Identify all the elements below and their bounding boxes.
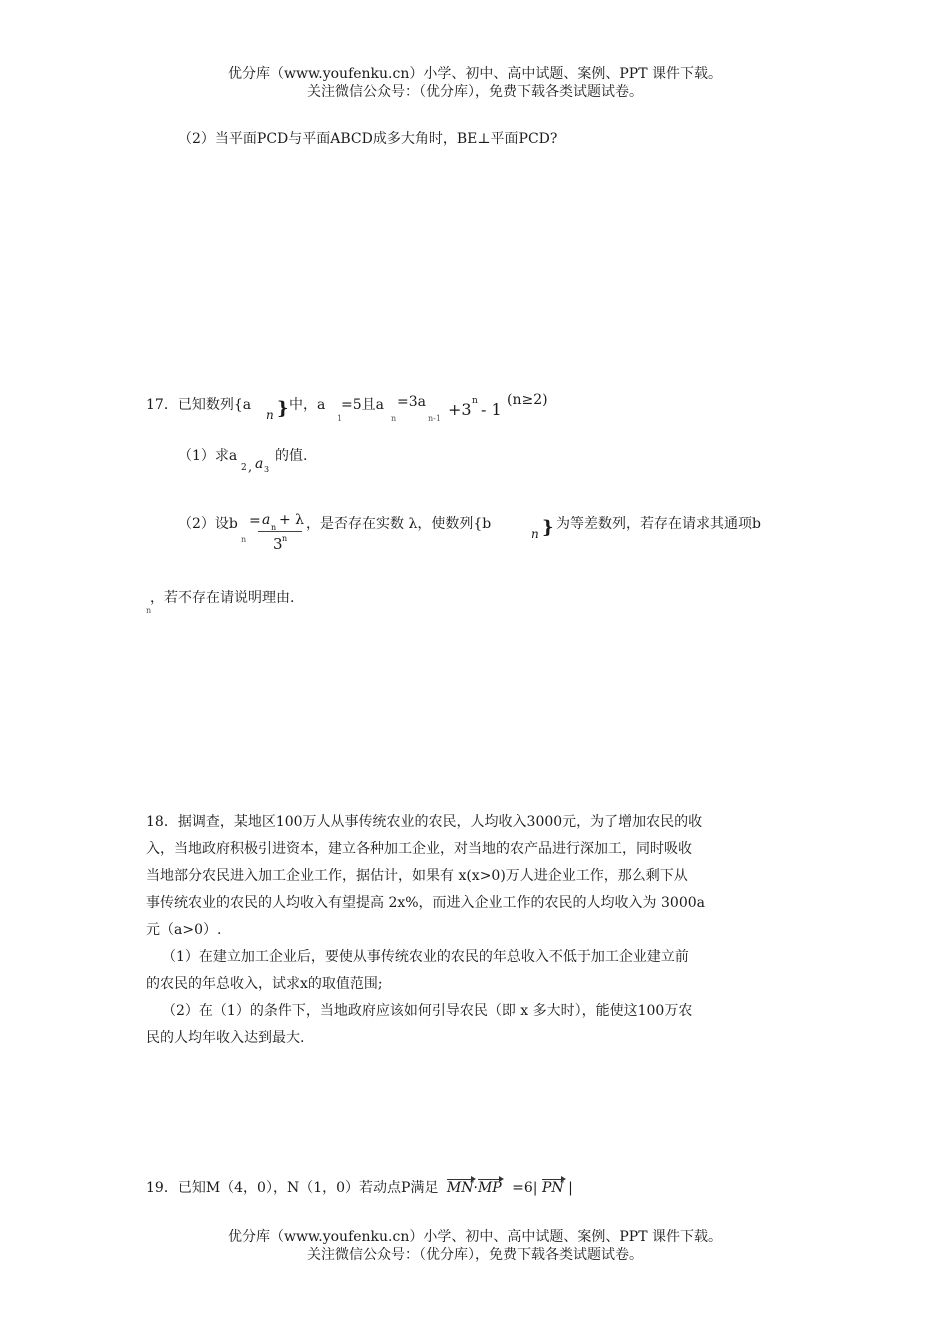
q16-part2: （2）当平面PCD与平面ABCD成多大角时，BE⊥平面PCD? [178,131,558,147]
footer-line-2: 关注微信公众号：（优分库），免费下载各类试题试卷。 [307,1247,643,1263]
fraction-den: 3 [273,535,283,553]
vector-mn: MN [446,1180,474,1196]
header-line-1: 优分库（www.youfenku.cn）小学、初中、高中试题、案例、PPT 课件下载。 [227,66,722,82]
header-line-2: 关注微信公众号：（优分库），免费下载各类试题试卷。 [307,84,643,100]
q17-n-sup: n [472,396,478,406]
fraction-num-rest: + λ [279,512,305,528]
q19-statement [146,1177,573,1197]
q17-condition: (n≥2) [507,392,548,408]
q18-p1-line: 的农民的年总收入，试求x的取值范围; [146,976,383,992]
q17-p1-comma: , [248,460,253,475]
q18-line: 18．据调查，某地区100万人从事传统农业的农民，人均收入3000元，为了增加农民的收 [146,814,703,830]
q17-number: 17．已知数列{a [146,397,252,413]
q17-p2-brace: } [542,517,554,538]
q17-p1-suffix: 的值. [275,448,308,464]
q18-line: 元（a>0）. [146,922,222,938]
q17-one-sub: 1 [337,414,343,423]
q19-text: 19．已知M（4，0），N（1，0）若动点P满足 [146,1180,439,1196]
q17-p1-three: 3 [264,465,270,474]
q17-p1-prefix: （1）求a [178,448,238,464]
fraction-bar [258,531,302,532]
q18-line: 当地部分农民进入加工企业工作，据估计，如果有 x(x>0)万人进企业工作，那么剩下从 [146,868,688,884]
q17-n-sub2: n [391,414,397,423]
footer-line-1: 优分库（www.youfenku.cn）小学、初中、高中试题、案例、PPT 课件下载。 [227,1229,722,1245]
q18-p2-line: 民的人均年收入达到最大. [146,1030,305,1046]
q17-p2-line2: ，若不存在请说明理由. [150,590,295,606]
q17-p1-two: 2 [241,463,247,473]
q17-eq1: =5且a [341,397,384,413]
fraction-num-a: a [262,512,271,528]
vector-pn: PN [541,1180,564,1196]
fraction-den-sup: n [282,534,288,543]
q19-eq: =6| [512,1180,538,1196]
q18-p2-line: （2）在（1）的条件下，当地政府应该如何引导农民（即 x 多大时），能使这100万农 [162,1003,693,1019]
fraction-num-n: n [271,523,277,532]
q17-plus3n: +3 [448,400,472,419]
q17-p2-rest: 为等差数列，若存在请求其通项b [556,516,761,532]
q17-p2-line2-sub: n [146,606,152,615]
q19-bar: | [568,1180,573,1196]
q17-p1-a3: a [255,456,264,472]
q17-p2-eq: = [249,513,261,529]
q19-dot: · [473,1180,478,1196]
q17-n-sub: n [266,408,274,422]
q18-body [146,809,816,1052]
q17-mid: 中，a [289,397,326,413]
q17-minus1: - 1 [481,400,502,419]
q17-nm1-sub: n-1 [428,414,441,423]
q18-line: 入，当地政府积极引进资本，建立各种加工企业，对当地的农产品进行深加工，同时吸收 [146,841,692,857]
q17-p2-n: n [241,535,247,544]
q18-line: 事传统农业的农民的人均收入有望提高 2x%，而进入企业工作的农民的人均收入为 3000a [146,895,705,911]
q17-eq2: =3a [397,394,426,410]
q17-brace: } [277,398,289,419]
q17-p2-prefix: （2）设b [178,516,238,532]
q18-p1-line: （1）在建立加工企业后，要使从事传统农业的农民的年总收入不低于加工企业建立前 [162,949,689,965]
q17-p2-mid: ，是否存在实数 λ，使数列{b [306,516,492,532]
q17-p2-n2: n [531,527,539,541]
vector-mp: MP [477,1180,502,1196]
